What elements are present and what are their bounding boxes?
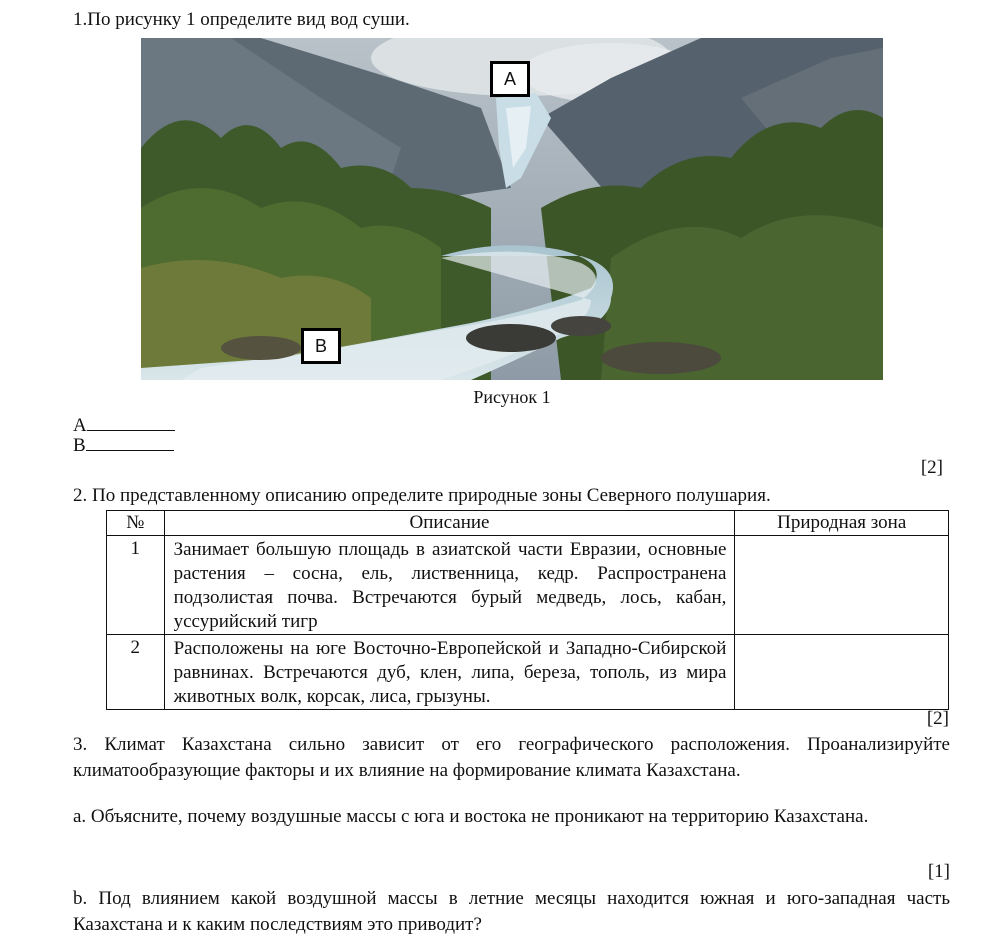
table-row: [107, 635, 949, 710]
question-3: 3. Климат Казахстана сильно зависит от его географического расположения. Проанализируйте климатообразующие факторы и их влияние на формирование климата Казахстана.: [73, 734, 950, 781]
question-1: 1.По рисунку 1 определите вид вод суши.: [73, 9, 410, 30]
answer-b-line: [73, 434, 174, 456]
figure-1-photo: [141, 38, 883, 380]
row-zone-answer[interactable]: [735, 635, 949, 710]
row-zone-answer[interactable]: [735, 536, 949, 635]
answer-a-label: A: [73, 415, 87, 436]
answer-b-label: B: [73, 435, 86, 456]
header-description: Описание: [164, 511, 735, 536]
row-description: Расположены на юге Восточно-Европейской и Западно-Сибирской равнинах. Встречаются дуб, клен, липа, береза, тополь, из мира животных волк, корсак, лиса, грызуны.: [164, 635, 735, 710]
row-number: 1: [107, 536, 165, 635]
q1-score: [2]: [920, 457, 943, 478]
figure-caption: Рисунок 1: [473, 387, 551, 407]
marker-a-label: A: [490, 61, 530, 97]
q2-score: [2]: [926, 708, 949, 729]
answer-a-line: [73, 414, 175, 436]
question-3a: a. Объясните, почему воздушные массы с юга и востока не проникают на территорию Казахстана.: [73, 806, 869, 827]
marker-b-label: B: [301, 328, 341, 364]
question-2: 2. По представленному описанию определите природные зоны Северного полушария.: [73, 485, 771, 506]
row-description: Занимает большую площадь в азиатской части Евразии, основные растения – сосна, ель, лиственница, кедр. Распространена подзолистая почва. Встречаются бурый медведь, лось, кабан, уссурийский тигр: [164, 536, 735, 635]
header-natural-zone: Природная зона: [735, 511, 949, 536]
question-3b: b. Под влиянием какой воздушной массы в летние месяцы находится южная и юго-западная часть Казахстана и к каким последствиям это приводит?: [73, 888, 950, 935]
table-header-row: [107, 511, 949, 536]
q3a-score: [1]: [927, 861, 950, 882]
natural-zones-table: [106, 510, 949, 710]
answer-b-blank[interactable]: [86, 434, 174, 451]
header-number: №: [107, 511, 165, 536]
row-number: 2: [107, 635, 165, 710]
table-row: [107, 536, 949, 635]
answer-a-blank[interactable]: [87, 414, 175, 431]
